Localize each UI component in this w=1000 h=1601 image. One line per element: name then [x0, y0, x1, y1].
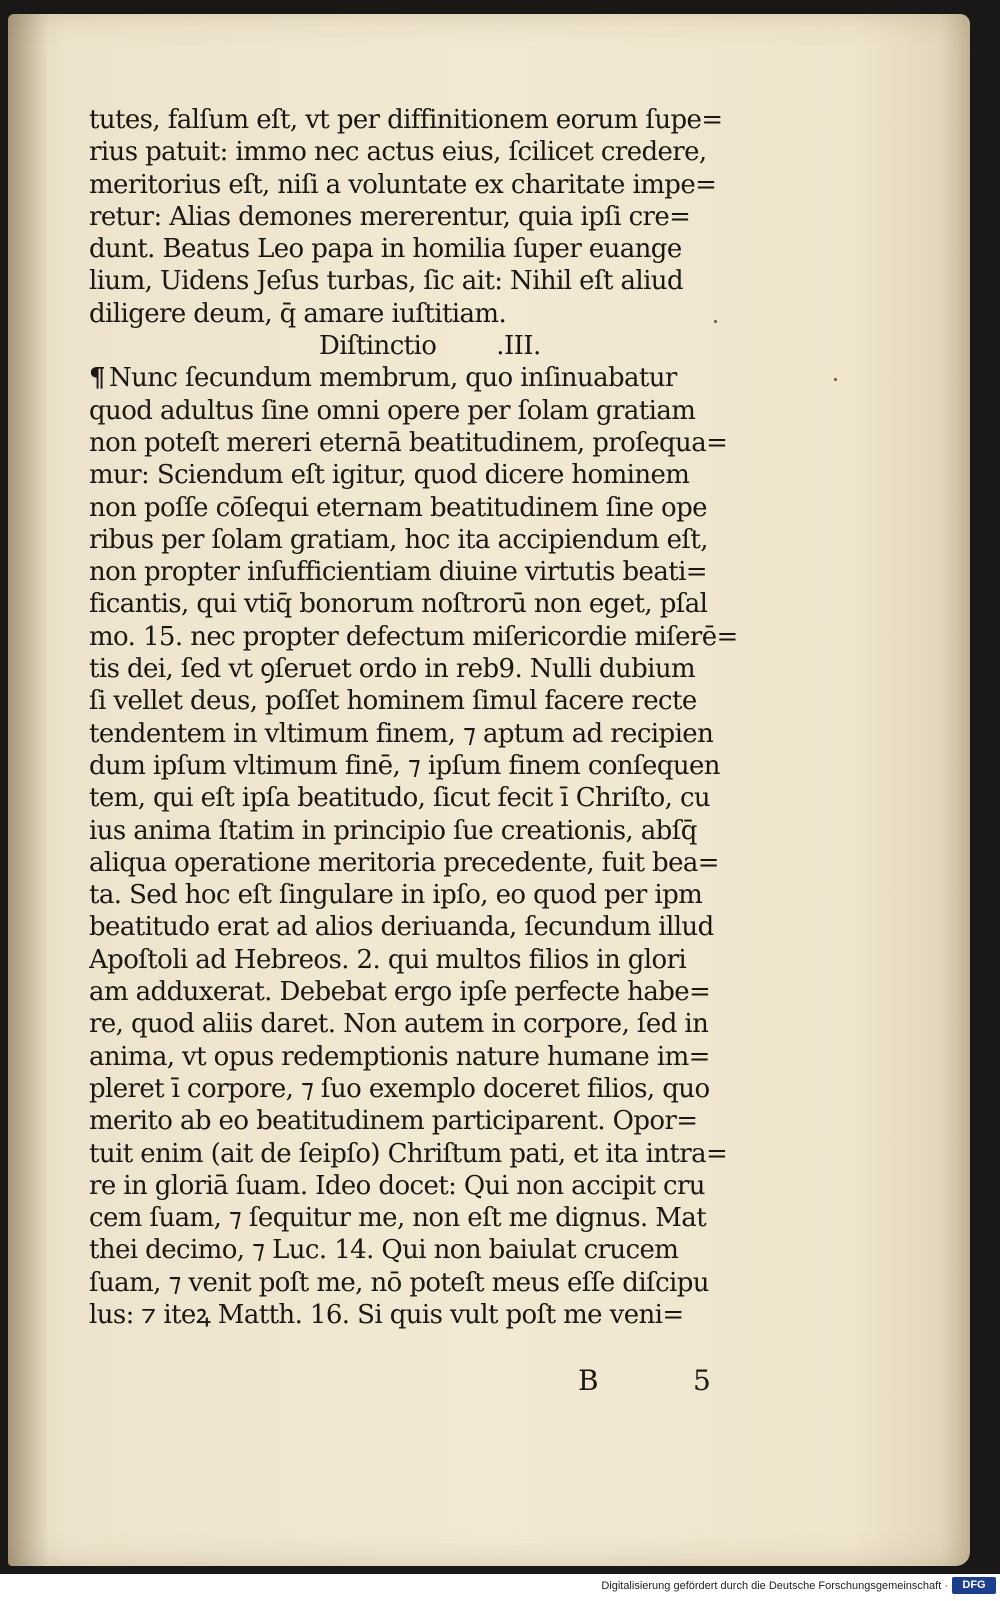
text-block	[89, 104, 789, 1331]
text-line: tuit enim (ait de ſeipſo) Chriſtum pati, et ita intra=	[89, 1138, 728, 1169]
text-line: re in gloriā ſuam. Ideo docet: Qui non accipit cru	[89, 1170, 705, 1201]
text-line: rius patuit: immo nec actus eius, ſcilicet credere,	[89, 137, 707, 168]
signature-mark: B	[578, 1364, 599, 1397]
text-line: ribus per ſolam gratiam, hoc ita accipiendum eſt,	[89, 524, 708, 555]
text-line: ta. Sed hoc eſt ſingulare in ipſo, eo quod per ipm	[89, 880, 703, 911]
book-page	[8, 14, 970, 1566]
text-line	[89, 362, 789, 394]
text-line: Apoſtoli ad Hebreos. 2. qui multos filios in glori	[89, 944, 687, 975]
pilcrow-mark: ¶	[89, 363, 105, 394]
heading-numeral: .III.	[496, 331, 541, 362]
text-line: quod adultus ſine omni opere per ſolam gratiam	[89, 395, 696, 426]
text-line: tis dei, ſed vt ꝯſeruet ordo in reb9. Nulli dubium	[89, 654, 696, 685]
text-line: am adduxerat. Debebat ergo ipſe perfecte habe=	[89, 977, 711, 1008]
text-line: ſuam, ⁊ venit poſt me, nō poteſt meus eſſe diſcipu	[89, 1267, 709, 1298]
text-line: ficantis, qui vtiq̄ bonorum noſtrorū non eget, pſal	[89, 589, 708, 620]
paper-fleck	[834, 378, 837, 381]
page-foot	[578, 1364, 778, 1400]
text-line: non poſſe cōſequi eternam beatitudinem ſine ope	[89, 492, 707, 523]
digitization-credit: Digitalisierung gefördert durch die Deutsche Forschungsgemeinschaft ·	[601, 1580, 948, 1592]
text-line: re, quod aliis daret. Non autem in corpore, ſed in	[89, 1009, 709, 1040]
text-line: diligere deum, q̄ amare iuſtitiam.	[89, 298, 507, 329]
text-line: non poteſt mereri eternā beatitudinem, proſequa=	[89, 427, 728, 458]
text-line: retur: Alias demones mererentur, quia ipſi cre=	[89, 201, 691, 232]
text-line: meritorius eſt, niſi a voluntate ex charitate impe=	[89, 169, 717, 200]
text-line: tem, qui eſt ipſa beatitudo, ſicut fecit ī Chriſto, cu	[89, 783, 711, 814]
text-line: cem ſuam, ⁊ ſequitur me, non eſt me dignus. Mat	[89, 1203, 707, 1234]
text-line: non propter inſufficientiam diuine virtutis beati=	[89, 557, 707, 588]
text-line: aliqua operatione meritoria precedente, fuit bea=	[89, 847, 719, 878]
text-line: mur: Sciendum eſt igitur, quod dicere hominem	[89, 460, 690, 491]
dfg-logo: DFG	[952, 1577, 996, 1594]
text-line: dum ipſum vltimum finē, ⁊ ipſum finem conſequen	[89, 750, 720, 781]
text-line: dunt. Beatus Leo papa in homilia ſuper euange	[89, 234, 682, 265]
folio-number: 5	[693, 1364, 711, 1397]
text-line: mo. 15. nec propter defectum miſericordie miſerē=	[89, 621, 738, 652]
text-line: merito ab eo beatitudinem participarent. Opor=	[89, 1106, 698, 1137]
text-line: lus: ⁊ iteꝝ Matth. 16. Si quis vult poſt me veni=	[89, 1299, 684, 1330]
text-line: lium, Uidens Jeſus turbas, ſic ait: Nihil eſt aliud	[89, 266, 683, 297]
gutter-shadow	[8, 14, 48, 1566]
text-line: thei decimo, ⁊ Luc. 14. Qui non baiulat crucem	[89, 1235, 679, 1266]
heading-word: Diſtinctio	[319, 331, 437, 362]
text-line: ius anima ſtatim in principio ſue creationis, abſq̄	[89, 815, 697, 846]
text-line: ſi vellet deus, poſſet hominem ſimul facere recte	[89, 686, 697, 717]
text-line-content: Nunc ſecundum membrum, quo inſinuabatur	[108, 363, 677, 394]
text-line: tutes, falſum eſt, vt per diffinitionem eorum ſupe=	[89, 105, 723, 135]
text-line: beatitudo erat ad alios deriuanda, ſecundum illud	[89, 912, 714, 943]
text-line: tendentem in vltimum finem, ⁊ aptum ad recipien	[89, 718, 714, 749]
section-heading	[89, 330, 789, 362]
text-line: anima, vt opus redemptionis nature humane im=	[89, 1041, 710, 1072]
text-line: pleret ī corpore, ⁊ ſuo exemplo doceret filios, quo	[89, 1073, 710, 1104]
